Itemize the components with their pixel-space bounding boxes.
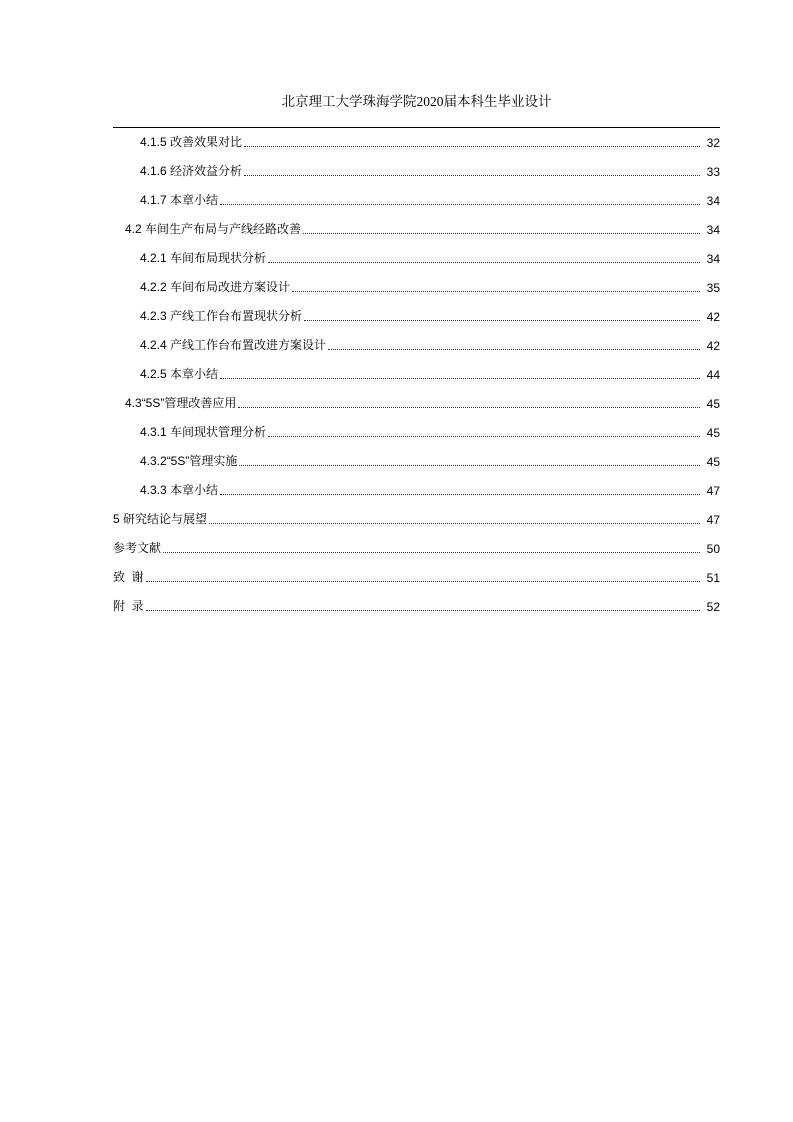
table-of-contents [113,127,720,620]
toc-entry-title: 5 研究结论与展望 [113,512,208,526]
toc-entry-page: 33 [706,165,720,179]
toc-entry-title: 4.3.3 本章小结 [140,483,219,497]
toc-entry-page: 42 [706,339,720,353]
toc-entry-page: 45 [706,397,720,411]
toc-entry[interactable] [113,388,720,417]
toc-entry-title: 4.3.2“5S”管理实施 [140,454,238,468]
toc-entry-title: 4.2.5 本章小结 [140,367,219,381]
toc-entry-title: 致 谢 [113,570,144,584]
toc-dot-leader [244,146,700,147]
toc-entry-title: 4.3“5S”管理改善应用 [125,396,237,410]
toc-dot-leader [220,378,700,379]
toc-dot-leader [220,494,700,495]
toc-entry-title: 4.2.3 产线工作台布置现状分析 [140,309,303,323]
toc-entry[interactable] [113,533,720,562]
toc-entry[interactable] [113,562,720,591]
toc-entry[interactable] [113,591,720,620]
toc-entry[interactable] [113,446,720,475]
toc-entry-page: 32 [706,136,720,150]
toc-entry[interactable] [113,127,720,156]
toc-entry-page: 35 [706,281,720,295]
toc-entry-page: 34 [706,252,720,266]
toc-entry-title: 参考文献 [113,541,162,555]
toc-entry-title: 4.2.2 车间布局改进方案设计 [140,280,291,294]
toc-dot-leader [239,465,700,466]
toc-entry[interactable] [113,330,720,359]
toc-entry-page: 50 [706,542,720,556]
toc-entry-title: 4.1.6 经济效益分析 [140,164,243,178]
toc-entry[interactable] [113,272,720,301]
toc-entry-page: 42 [706,310,720,324]
page-header: 北京理工大学珠海学院2020届本科生毕业设计 [281,94,552,109]
toc-entry-page: 44 [706,368,720,382]
toc-entry[interactable] [113,156,720,185]
toc-entry[interactable] [113,417,720,446]
toc-dot-leader [244,175,700,176]
toc-entry-page: 34 [706,223,720,237]
toc-dot-leader [303,233,700,234]
toc-entry[interactable] [113,301,720,330]
toc-entry-title: 4.2 车间生产布局与产线经路改善 [125,222,302,236]
toc-entry[interactable] [113,359,720,388]
toc-entry-page: 34 [706,194,720,208]
toc-dot-leader [163,552,700,553]
toc-entry-page: 47 [706,513,720,527]
toc-entry[interactable] [113,504,720,533]
toc-entry-title: 4.1.7 本章小结 [140,193,219,207]
toc-entry[interactable] [113,243,720,272]
toc-dot-leader [146,581,700,582]
toc-dot-leader [146,610,700,611]
toc-entry[interactable] [113,214,720,243]
toc-entry[interactable] [113,475,720,504]
toc-entry-page: 52 [706,600,720,614]
toc-entry-title: 4.1.5 改善效果对比 [140,135,243,149]
toc-entry-page: 45 [706,426,720,440]
toc-dot-leader [238,407,700,408]
toc-dot-leader [220,204,700,205]
toc-entry[interactable] [113,185,720,214]
toc-dot-leader [209,523,700,524]
toc-dot-leader [292,291,700,292]
toc-dot-leader [304,320,700,321]
toc-dot-leader [328,349,700,350]
toc-entry-title: 附 录 [113,599,144,613]
toc-entry-title: 4.3.1 车间现状管理分析 [140,425,267,439]
toc-entry-page: 45 [706,455,720,469]
toc-entry-page: 51 [706,571,720,585]
toc-dot-leader [268,436,700,437]
toc-entry-page: 47 [706,484,720,498]
toc-entry-title: 4.2.1 车间布局现状分析 [140,251,267,265]
toc-dot-leader [268,262,700,263]
toc-entry-title: 4.2.4 产线工作台布置改进方案设计 [140,338,327,352]
